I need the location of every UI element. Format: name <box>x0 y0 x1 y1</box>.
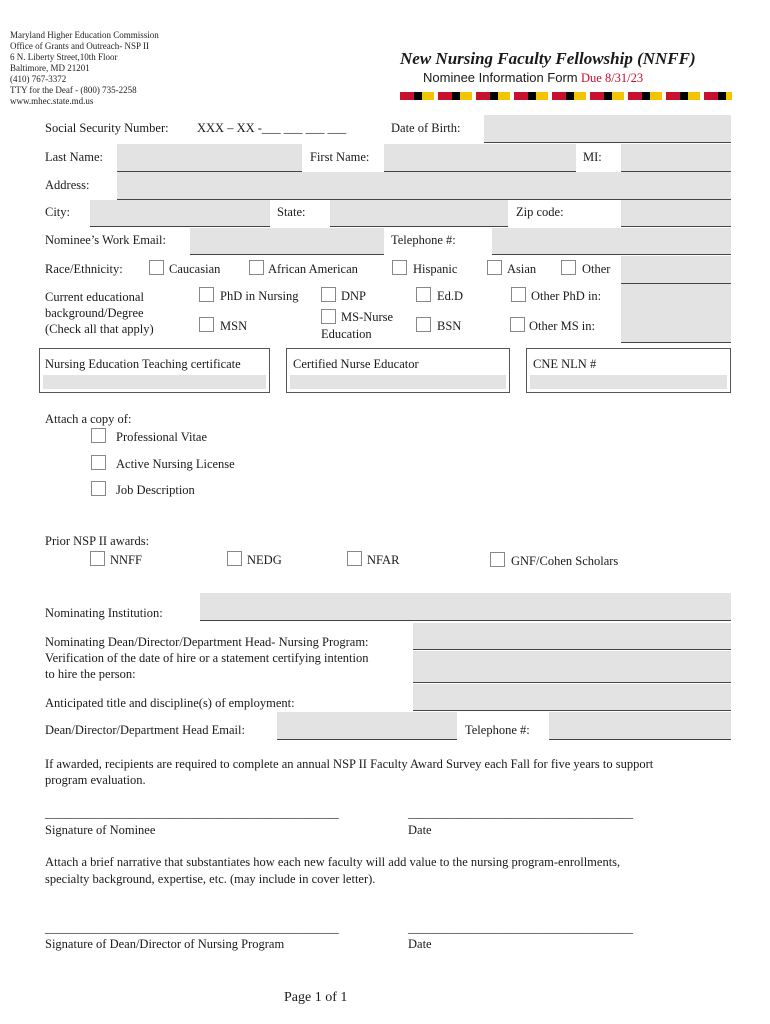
title-discipline-input[interactable] <box>413 684 731 711</box>
edu-option: Other MS in: <box>529 319 595 333</box>
cne-nln-input[interactable] <box>530 375 727 389</box>
city-label: City: <box>45 205 71 219</box>
dean-email-label: Dean/Director/Department Head Email: <box>45 723 245 737</box>
prior-awards-label: Prior NSP II awards: <box>45 534 150 548</box>
race-option: Asian <box>507 262 537 276</box>
edu-other-ms-checkbox[interactable] <box>510 317 525 332</box>
dean-phone-label: Telephone #: <box>465 723 530 737</box>
edu-edd-checkbox[interactable] <box>416 287 431 302</box>
teaching-certificate-input[interactable] <box>43 375 266 389</box>
edu-option: MS-Nurse <box>341 310 394 324</box>
edu-option: Education <box>321 327 372 341</box>
certified-nurse-educator-box <box>286 348 510 393</box>
race-other-checkbox[interactable] <box>561 260 576 275</box>
org-line: Baltimore, MD 21201 <box>10 63 90 73</box>
mi-label: MI: <box>583 150 602 164</box>
org-line: www.mhec.state.md.us <box>10 96 94 106</box>
edu-option: Other PhD in: <box>531 289 602 303</box>
education-label-line: background/Degree <box>45 306 144 320</box>
maryland-flag-stripe <box>400 92 732 100</box>
edu-bsn-checkbox[interactable] <box>416 317 431 332</box>
org-line: (410) 767-3372 <box>10 74 67 84</box>
institution-input[interactable] <box>200 593 731 621</box>
zip-input[interactable] <box>621 200 731 227</box>
subtitle-text: Nominee Information Form <box>423 70 578 85</box>
phone-input[interactable] <box>492 228 731 255</box>
last-name-input[interactable] <box>117 144 302 172</box>
email-label: Nominee’s Work Email: <box>45 233 166 247</box>
prior-item: NFAR <box>367 553 400 567</box>
form-subtitle <box>423 70 643 86</box>
dean-signature-line[interactable]: _______________________________________________ <box>45 921 339 935</box>
race-option: Caucasian <box>169 262 221 276</box>
cert-label: CNE NLN # <box>533 357 597 371</box>
narrative-line: Attach a brief narrative that substantiates how each new faculty will add value to the nursing program-enrollments, <box>45 855 621 869</box>
attach-item: Job Description <box>116 483 195 497</box>
ssn-label: Social Security Number: <box>45 121 169 135</box>
dob-label: Date of Birth: <box>391 121 461 135</box>
address-label: Address: <box>45 178 90 192</box>
prior-item: NEDG <box>247 553 282 567</box>
prior-nedg-checkbox[interactable] <box>227 551 242 566</box>
nominee-signature-line[interactable]: _______________________________________________ <box>45 806 339 820</box>
survey-notice-line: If awarded, recipients are required to complete an annual NSP II Faculty Award Survey each Fall for five years to support <box>45 757 654 771</box>
state-input[interactable] <box>330 200 508 227</box>
race-option: Hispanic <box>413 262 458 276</box>
hire-verification-input[interactable] <box>413 651 731 683</box>
edu-option: PhD in Nursing <box>220 289 299 303</box>
dean-label-line: Verification of the date of hire or a statement certifying intention <box>45 651 369 665</box>
edu-dnp-checkbox[interactable] <box>321 287 336 302</box>
first-name-input[interactable] <box>384 144 576 172</box>
race-asian-checkbox[interactable] <box>487 260 502 275</box>
phone-label: Telephone #: <box>391 233 456 247</box>
education-label-line: (Check all that apply) <box>45 322 154 336</box>
edu-option: DNP <box>341 289 367 303</box>
cne-nln-box <box>526 348 731 393</box>
page-number: Page 1 of 1 <box>284 990 348 1005</box>
dean-label <box>45 634 369 682</box>
narrative-instructions <box>45 854 620 888</box>
zip-label: Zip code: <box>516 205 564 219</box>
attach-item: Professional Vitae <box>116 430 208 444</box>
edu-option: Ed.D <box>437 289 464 303</box>
survey-notice-line: program evaluation. <box>45 773 146 787</box>
dean-label-line: Nominating Dean/Director/Department Head- Nursing Program: <box>45 635 369 649</box>
nominee-date-label: Date <box>408 823 432 837</box>
first-name-label: First Name: <box>310 150 370 164</box>
race-hispanic-checkbox[interactable] <box>392 260 407 275</box>
race-option: African American <box>268 262 358 276</box>
dean-phone-input[interactable] <box>549 712 731 740</box>
nominee-signature-label: Signature of Nominee <box>45 823 156 837</box>
certified-nurse-educator-input[interactable] <box>290 375 506 389</box>
dean-name-input[interactable] <box>413 623 731 650</box>
address-input[interactable] <box>117 172 731 200</box>
org-line: Maryland Higher Education Commission <box>10 30 159 40</box>
teaching-certificate-box <box>39 348 270 393</box>
edu-option: MSN <box>220 319 248 333</box>
edu-phd-nursing-checkbox[interactable] <box>199 287 214 302</box>
edu-other-phd-checkbox[interactable] <box>511 287 526 302</box>
cert-label: Nursing Education Teaching certificate <box>45 357 241 371</box>
attach-vitae-checkbox[interactable] <box>91 428 106 443</box>
mi-input[interactable] <box>621 144 731 172</box>
attach-item: Active Nursing License <box>116 457 235 471</box>
race-african-american-checkbox[interactable] <box>249 260 264 275</box>
survey-notice <box>45 756 653 788</box>
nominee-date-line[interactable]: ____________________________________ <box>408 806 633 820</box>
ssn-value: XXX – XX -___ ___ ___ ___ <box>197 121 347 135</box>
email-input[interactable] <box>190 228 384 255</box>
dob-input[interactable] <box>484 115 731 143</box>
state-label: State: <box>277 205 306 219</box>
org-address-block <box>10 30 159 107</box>
race-option: Other <box>582 262 611 276</box>
title-discipline-label: Anticipated title and discipline(s) of employment: <box>45 696 295 710</box>
education-label <box>45 289 154 337</box>
form-title: New Nursing Faculty Fellowship (NNFF) <box>400 49 696 68</box>
prior-nnff-checkbox[interactable] <box>90 551 105 566</box>
cert-label: Certified Nurse Educator <box>293 357 419 371</box>
education-label-line: Current educational <box>45 290 144 304</box>
prior-item: NNFF <box>110 553 142 567</box>
last-name-label: Last Name: <box>45 150 103 164</box>
prior-nfar-checkbox[interactable] <box>347 551 362 566</box>
institution-label: Nominating Institution: <box>45 606 163 620</box>
attach-job-description-checkbox[interactable] <box>91 481 106 496</box>
race-label: Race/Ethnicity: <box>45 262 123 276</box>
dean-email-input[interactable] <box>277 712 457 740</box>
edu-option: BSN <box>437 319 462 333</box>
edu-msn-checkbox[interactable] <box>199 317 214 332</box>
prior-gnf-cohen-checkbox[interactable] <box>490 552 505 567</box>
race-other-input[interactable] <box>621 256 731 284</box>
attach-license-checkbox[interactable] <box>91 455 106 470</box>
dean-date-label: Date <box>408 937 432 951</box>
org-line: TTY for the Deaf - (800) 735-2258 <box>10 85 137 95</box>
attach-label: Attach a copy of: <box>45 412 132 426</box>
dean-signature-label: Signature of Dean/Director of Nursing Program <box>45 937 285 951</box>
dean-date-line[interactable]: ____________________________________ <box>408 921 633 935</box>
dean-label-line: to hire the person: <box>45 667 136 681</box>
due-date: Due 8/31/23 <box>581 71 644 85</box>
city-input[interactable] <box>90 200 270 227</box>
org-line: Office of Grants and Outreach- NSP II <box>10 41 149 51</box>
prior-item: GNF/Cohen Scholars <box>511 554 619 568</box>
narrative-line: specialty background, expertise, etc. (may include in cover letter). <box>45 872 376 886</box>
race-caucasian-checkbox[interactable] <box>149 260 164 275</box>
edu-ms-nurse-education-checkbox[interactable] <box>321 309 336 324</box>
org-line: 6 N. Liberty Street,10th Floor <box>10 52 118 62</box>
edu-other-input[interactable] <box>621 284 731 343</box>
